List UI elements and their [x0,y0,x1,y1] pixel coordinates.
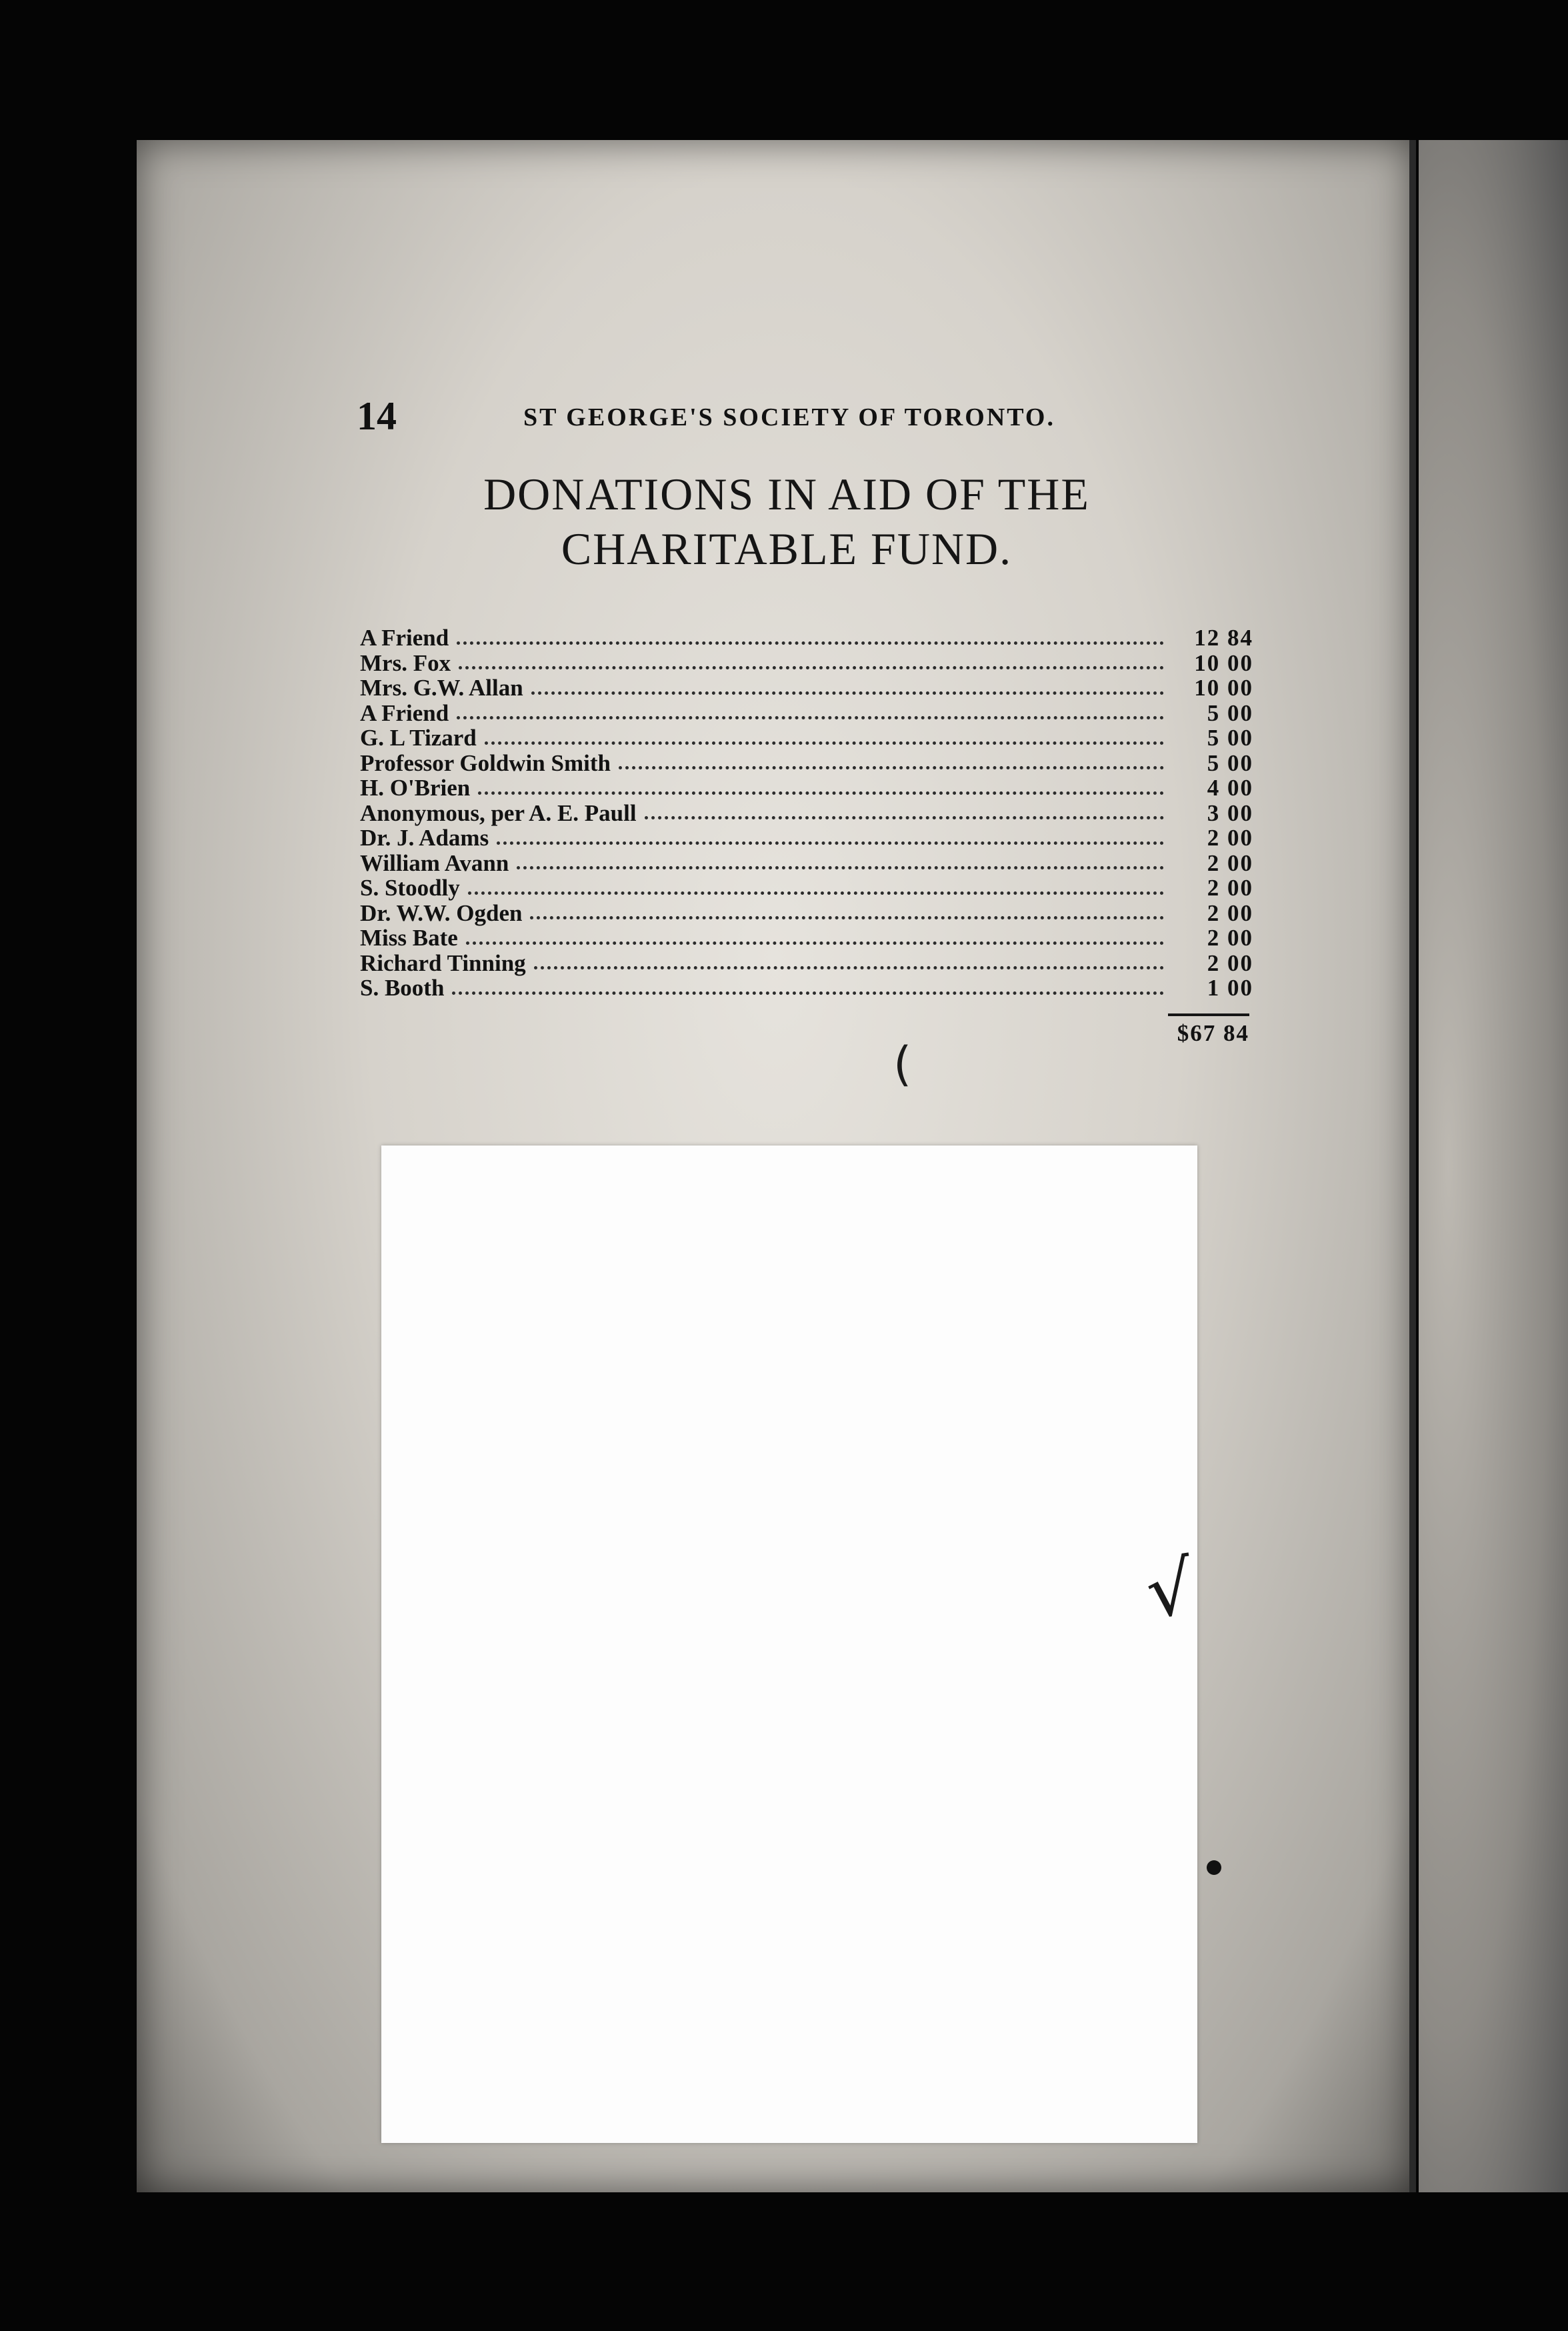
donation-amount: 10 00 [1194,649,1253,676]
ink-spot [1207,1860,1221,1875]
donation-amount: 12 84 [1194,625,1253,651]
dot-leader [645,816,1164,819]
donation-row [360,651,1253,676]
donation-list [360,625,1253,1001]
donation-total: $67 84 [1177,1020,1249,1046]
donation-amount: 5 00 [1207,725,1253,751]
donation-row [360,875,1253,901]
donation-amount: 2 00 [1207,949,1253,976]
dot-leader [457,641,1164,645]
donor-name: Mrs. G.W. Allan [360,675,523,701]
donation-row [360,825,1253,851]
page-gutter [1409,140,1416,2192]
donation-amount: 2 00 [1207,899,1253,926]
donation-row [360,625,1253,651]
dot-leader [468,891,1164,895]
donation-amount: 2 00 [1207,849,1253,876]
dot-leader [457,716,1164,719]
donation-amount: 2 00 [1207,825,1253,851]
donation-row [360,725,1253,751]
page-number: 14 [357,394,397,438]
facing-page-edge [1419,140,1568,2192]
donor-name: S. Stoodly [360,875,460,901]
donation-row [360,925,1253,951]
running-title: ST GEORGE'S SOCIETY OF TORONTO. [523,403,1055,431]
pencil-bracket-mark: ( [893,1037,912,1091]
donation-row [360,675,1253,701]
donor-name: Anonymous, per A. E. Paull [360,799,637,826]
donor-name: William Avann [360,849,509,876]
donation-row [360,951,1253,976]
dot-leader [530,916,1164,919]
dot-leader [531,691,1164,695]
page-header [357,393,1090,440]
donor-name: G. L Tizard [360,725,477,751]
donor-name: Dr. W.W. Ogden [360,899,523,926]
total-rule [1168,1013,1249,1016]
dot-leader [619,766,1164,769]
section-title [373,467,1200,576]
section-title-line-2: CHARITABLE FUND. [561,523,1013,574]
dot-leader [478,791,1164,795]
donation-row [360,751,1253,776]
dot-leader [466,941,1164,945]
donation-row [360,901,1253,926]
dot-leader [459,666,1164,669]
dot-leader [517,866,1164,869]
donation-amount: 4 00 [1207,775,1253,801]
donation-row [360,701,1253,726]
donor-name: A Friend [360,625,449,651]
donor-name: Professor Goldwin Smith [360,749,611,776]
donation-amount: 5 00 [1207,749,1253,776]
donation-row [360,775,1253,801]
donation-amount: 3 00 [1207,799,1253,826]
blank-slip [381,1145,1197,2143]
donor-name: Miss Bate [360,925,458,951]
donor-name: Mrs. Fox [360,649,451,676]
dot-leader [534,966,1164,969]
donation-amount: 10 00 [1194,675,1253,701]
donation-amount: 5 00 [1207,699,1253,726]
donor-name: S. Booth [360,975,445,1001]
donor-name: H. O'Brien [360,775,471,801]
donation-row [360,801,1253,826]
donation-amount: 1 00 [1207,975,1253,1001]
donor-name: A Friend [360,699,449,726]
donor-name: Dr. J. Adams [360,825,489,851]
donation-row [360,975,1253,1001]
section-title-line-1: DONATIONS IN AID OF THE [483,469,1090,519]
donor-name: Richard Tinning [360,949,526,976]
donation-amount: 2 00 [1207,925,1253,951]
dot-leader [452,991,1164,995]
donation-row [360,851,1253,876]
pencil-check-mark: √ [1141,1544,1199,1636]
donation-amount: 2 00 [1207,875,1253,901]
dot-leader [497,841,1164,845]
dot-leader [485,741,1164,745]
